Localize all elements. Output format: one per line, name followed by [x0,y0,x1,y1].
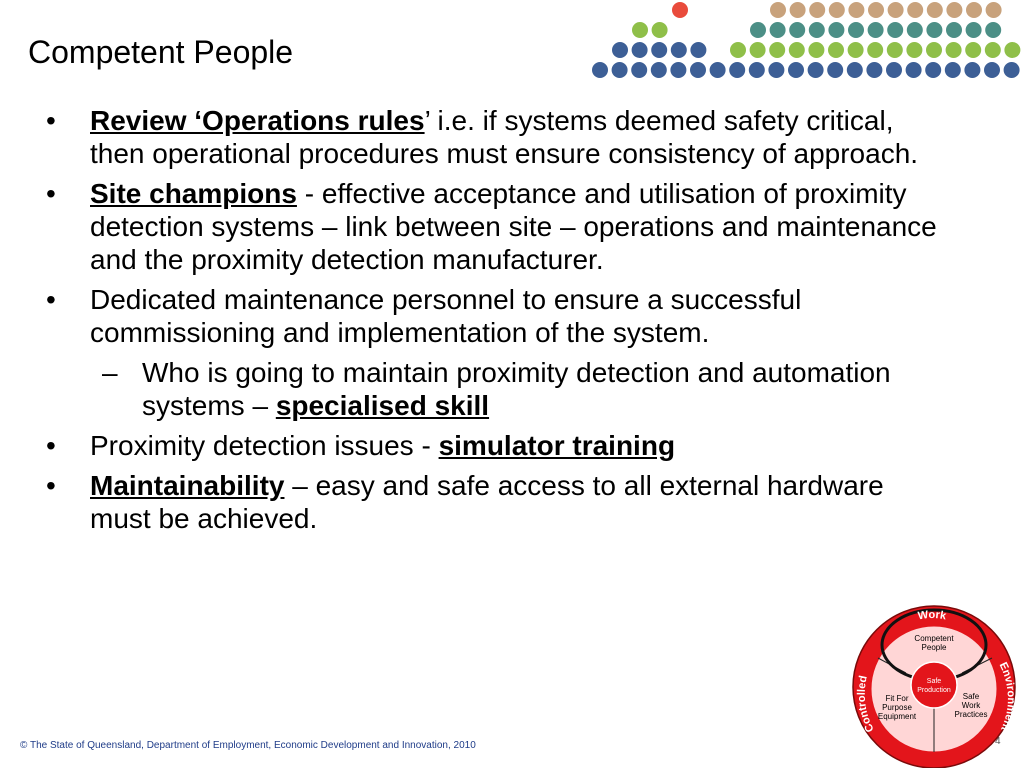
decorative-dot [847,62,863,78]
decorative-dot [631,62,647,78]
decorative-dot [985,22,1001,38]
decorative-dot [828,22,844,38]
decorative-dot [790,2,806,18]
decorative-dot [612,42,628,58]
decorative-dot [965,42,981,58]
decorative-dot [788,62,804,78]
wheel-segment-safe-line1: Safe [962,692,980,701]
bullet-emphasis: Maintainability [90,470,285,501]
decorative-dot [1004,62,1020,78]
page-number: 4 [995,736,1001,747]
wheel-segment-safe-line2: Work [961,701,981,710]
slide-title: Competent People [28,34,294,70]
decorative-dot [945,62,961,78]
decorative-dot [887,42,903,58]
decorative-dot [808,62,824,78]
decorative-dot [926,22,942,38]
bullet-text: Proximity detection issues - [90,430,439,461]
decorative-dot [808,42,824,58]
decorative-dot [946,2,962,18]
decorative-dot [868,2,884,18]
decorative-dot [926,42,942,58]
decorative-dot [906,62,922,78]
decorative-dot [966,2,982,18]
decorative-dot [789,42,805,58]
decorative-dot [984,62,1000,78]
bullet-emphasis: Review ‘Operations rules [90,105,425,136]
wheel-label-environment: Environment [996,660,1017,734]
bullet-maintenance-personnel [40,283,950,349]
decorative-dot [887,22,903,38]
decorative-dot [946,22,962,38]
decorative-dot [632,22,648,38]
decorative-dot [632,42,648,58]
wheel-segment-fit-line2: Purpose [882,703,912,712]
decorative-dot [986,2,1002,18]
decorative-dot [652,22,668,38]
decorative-dot [867,42,883,58]
decorative-dot [710,62,726,78]
bullet-operations-rules [40,104,950,170]
sub-bullet-emphasis: specialised skill [275,390,490,421]
decorative-dot [886,62,902,78]
bullet-emphasis: simulator training [438,430,676,461]
decorative-dot [750,42,766,58]
decorative-dot [750,22,766,38]
wheel-segment-competent-line1: Competent [914,634,954,643]
decorative-dot [809,2,825,18]
bullet-simulator-training [40,429,950,462]
bullet-list [40,104,950,542]
bullet-emphasis: Site champions [90,178,297,209]
decorative-dot [671,42,687,58]
wheel-segment-fit-line1: Fit For [885,694,909,703]
wheel-segment-fit-line3: Equipment [877,712,917,721]
decorative-dot [651,42,667,58]
decorative-dot [749,62,765,78]
decorative-dot [827,62,843,78]
decorative-dot [690,42,706,58]
decorative-dot [868,22,884,38]
decorative-dot [829,2,845,18]
wheel-center [911,662,957,708]
decorative-dot [809,22,825,38]
decorative-dot [907,2,923,18]
decorative-dot [672,2,688,18]
sub-bullet-specialised-skill [40,356,950,422]
footer-copyright: © The State of Queensland, Department of Employment, Economic Development and Innovation, 2010 [20,740,476,751]
decorative-dot [848,22,864,38]
wheel-center-line1: Safe [926,678,942,685]
decorative-dot [866,62,882,78]
decorative-dot [906,42,922,58]
bullet-text: – easy and safe access to all external hardware must be achieved. [90,470,884,534]
decorative-dot [789,22,805,38]
decorative-dot [592,62,608,78]
decorative-dot [828,42,844,58]
wheel-segment-safe-line3: Practices [954,710,988,719]
wheel-center-line2: Production [917,687,951,694]
decorative-dot [768,62,784,78]
decorative-dot [730,42,746,58]
decorative-dot [964,62,980,78]
bullet-site-champions [40,177,950,276]
decorative-dot [651,62,667,78]
decorative-dot [946,42,962,58]
wheel-label-controlled: Controlled [855,674,877,734]
decorative-dot [770,2,786,18]
decorative-dot [985,42,1001,58]
decorative-dot [848,42,864,58]
decorative-dot [770,22,786,38]
decorative-dot [690,62,706,78]
decorative-dot [612,62,628,78]
decorative-dot [925,62,941,78]
decorative-dot [729,62,745,78]
bullet-text: Dedicated maintenance personnel to ensure a successful commissioning and implementation of the system. [90,284,802,348]
decorative-dot [888,2,904,18]
wheel-segment-competent-line2: People [921,643,947,652]
decorative-dot [966,22,982,38]
decorative-dot [927,2,943,18]
decorative-dot [769,42,785,58]
decorative-dot [848,2,864,18]
wheel-label-work: Work [917,608,948,623]
decorative-dot [670,62,686,78]
decorative-dot [1004,42,1020,58]
decorative-dot [907,22,923,38]
sub-bullet-text: Who is going to maintain proximity detection and automation systems – [142,357,891,421]
bullet-text: ’ i.e. if systems deemed safety critical, then operational procedures must ensure consistency of approach. [90,105,919,169]
bullet-text: - effective acceptance and utilisation of proximity detection systems – link between site – operations and maintenance and the proximity detection manufacturer. [90,178,937,275]
bullet-maintainability [40,469,950,535]
